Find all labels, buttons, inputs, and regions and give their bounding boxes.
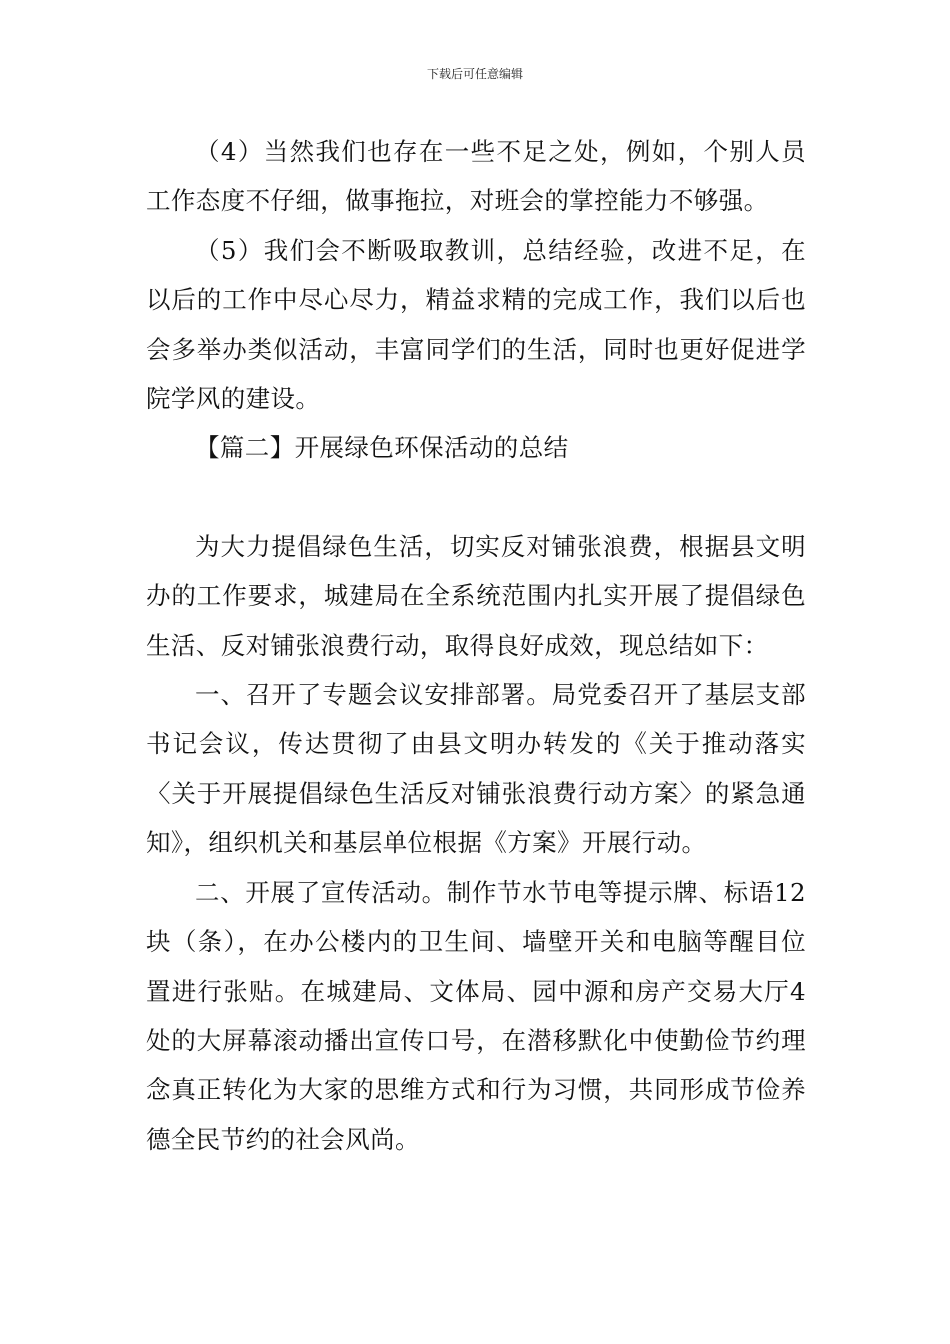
paragraph-item-5: （5）我们会不断吸取教训，总结经验，改进不足，在以后的工作中尽心尽力，精益求精的完成工作，我们以后也会多举办类似活动，丰富同学们的生活，同时也更好促进学院学风的建设。	[146, 235, 806, 414]
document-body	[146, 127, 806, 1164]
paragraph-point-2: 二、开展了宣传活动。制作节水节电等提示牌、标语12块（条），在办公楼内的卫生间、墙壁开关和电脑等醒目位置进行张贴。在城建局、文体局、园中源和房产交易大厅4处的大屏幕滚动播出宣传口号，在潜移默化中使勤俭节约理念真正转化为大家的思维方式和行为习惯，共同形成节俭养德全民节约的社会风尚。	[146, 877, 806, 1154]
section-spacer	[146, 473, 806, 522]
page-header-note: 下载后可任意编辑	[426, 67, 523, 81]
paragraph-point-1: 一、召开了专题会议安排部署。局党委召开了基层支部书记会议，传达贯彻了由县文明办转发的《关于推动落实〈关于开展提倡绿色生活反对铺张浪费行动方案〉的紧急通知》，组织机关和基层单位根据《方案》开展行动。	[146, 680, 806, 858]
paragraph-item-4: （4）当然我们也存在一些不足之处，例如，个别人员工作态度不仔细，做事拖拉，对班会的掌控能力不够强。	[146, 137, 806, 216]
section-heading: 【篇二】开展绿色环保活动的总结	[195, 433, 569, 463]
paragraph-intro: 为大力提倡绿色生活，切实反对铺张浪费，根据县文明办的工作要求，城建局在全系统范围内扎实开展了提倡绿色生活、反对铺张浪费行动，取得良好成效，现总结如下：	[146, 531, 806, 660]
